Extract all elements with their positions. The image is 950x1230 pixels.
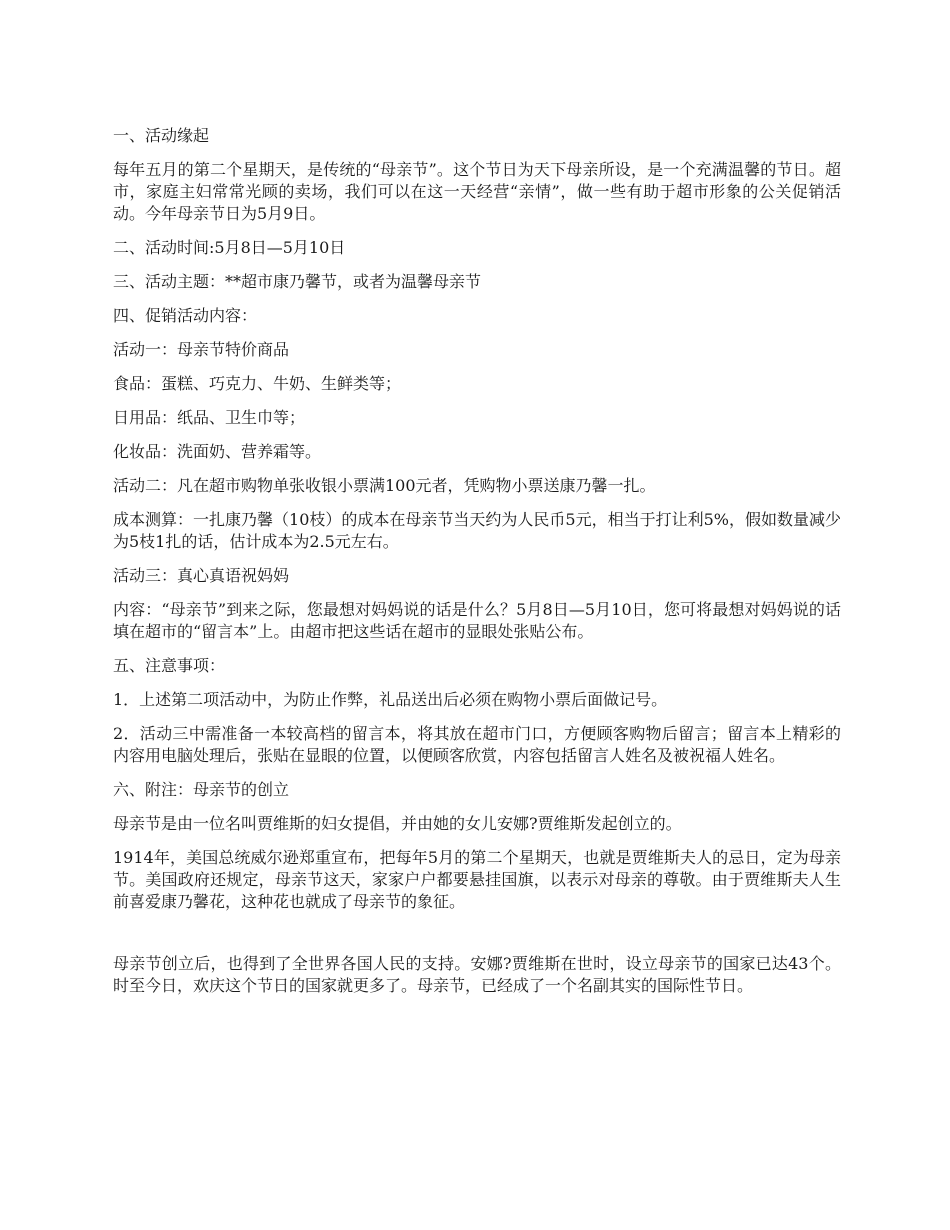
note-item-2: 2．活动三中需准备一本较高档的留言本，将其放在超市门口，方便顾客购物后留言；留言本上精彩的内容用电脑处理后，张贴在显眼的位置，以便顾客欣赏，内容包括留言人姓名及被祝福人姓名。 (113, 724, 841, 765)
note-item-1: 1．上述第二项活动中，为防止作弊，礼品送出后必须在购物小票后面做记号。 (113, 690, 668, 709)
appendix-paragraph-3: 母亲节创立后，也得到了全世界各国人民的支持。安娜?贾维斯在世时，设立母亲节的国家已达43个。时至今日，欢庆这个节日的国家就更多了。母亲节，已经成了一个名副其实的国际性节日。 (113, 954, 841, 995)
paragraph-origin-text: 每年五月的第二个星期天，是传统的“母亲节”。这个节日为天下母亲所设，是一个充满温馨的节日。超市，家庭主妇常常光顾的卖场，我们可以在这一天经营“亲情”，做一些有助于超市形象的公关促销活动。今年母亲节日为5月9日。 (113, 160, 841, 223)
paragraph-spacer (113, 925, 841, 953)
list-item-daily-goods: 日用品：纸品、卫生巾等； (113, 408, 306, 427)
section-heading-theme: 三、活动主题：**超市康乃馨节，或者为温馨母亲节 (113, 272, 482, 291)
list-item-food: 食品：蛋糕、巧克力、牛奶、生鲜类等； (113, 374, 402, 393)
section-heading-origin: 一、活动缘起 (113, 126, 210, 145)
section-heading-appendix: 六、附注：母亲节的创立 (113, 780, 290, 799)
activity-one-title: 活动一：母亲节特价商品 (113, 340, 290, 359)
section-heading-notes: 五、注意事项： (113, 656, 226, 675)
cost-estimate-text: 成本测算：一扎康乃馨（10枝）的成本在母亲节当天约为人民币5元，相当于打让利5%，假如数量减少为5枝1扎的话，估计成本为2.5元左右。 (113, 510, 841, 551)
list-item-cosmetics: 化妆品：洗面奶、营养霜等。 (113, 442, 322, 461)
document-body (113, 125, 841, 1009)
activity-three-title: 活动三：真心真语祝妈妈 (113, 566, 290, 585)
section-heading-time: 二、活动时间:5月8日—5月10日 (113, 238, 346, 257)
appendix-paragraph-1: 母亲节是由一位名叫贾维斯的妇女提倡，并由她的女儿安娜?贾维斯发起创立的。 (113, 814, 682, 833)
activity-three-content: 内容：“母亲节”到来之际，您最想对妈妈说的话是什么？5月8日—5月10日，您可将最想对妈妈说的话填在超市的“留言本”上。由超市把这些话在超市的显眼处张贴公布。 (113, 600, 841, 641)
appendix-paragraph-2: 1914年，美国总统威尔逊郑重宣布，把每年5月的第二个星期天，也就是贾维斯夫人的忌日，定为母亲节。美国政府还规定，母亲节这天，家家户户都要悬挂国旗，以表示对母亲的尊敬。由于贾维斯夫人生前喜爱康乃馨花，这种花也就成了母亲节的象征。 (113, 848, 841, 911)
activity-two-text: 活动二：凡在超市购物单张收银小票满100元者，凭购物小票送康乃馨一扎。 (113, 476, 656, 495)
section-heading-content: 四、促销活动内容： (113, 306, 258, 325)
